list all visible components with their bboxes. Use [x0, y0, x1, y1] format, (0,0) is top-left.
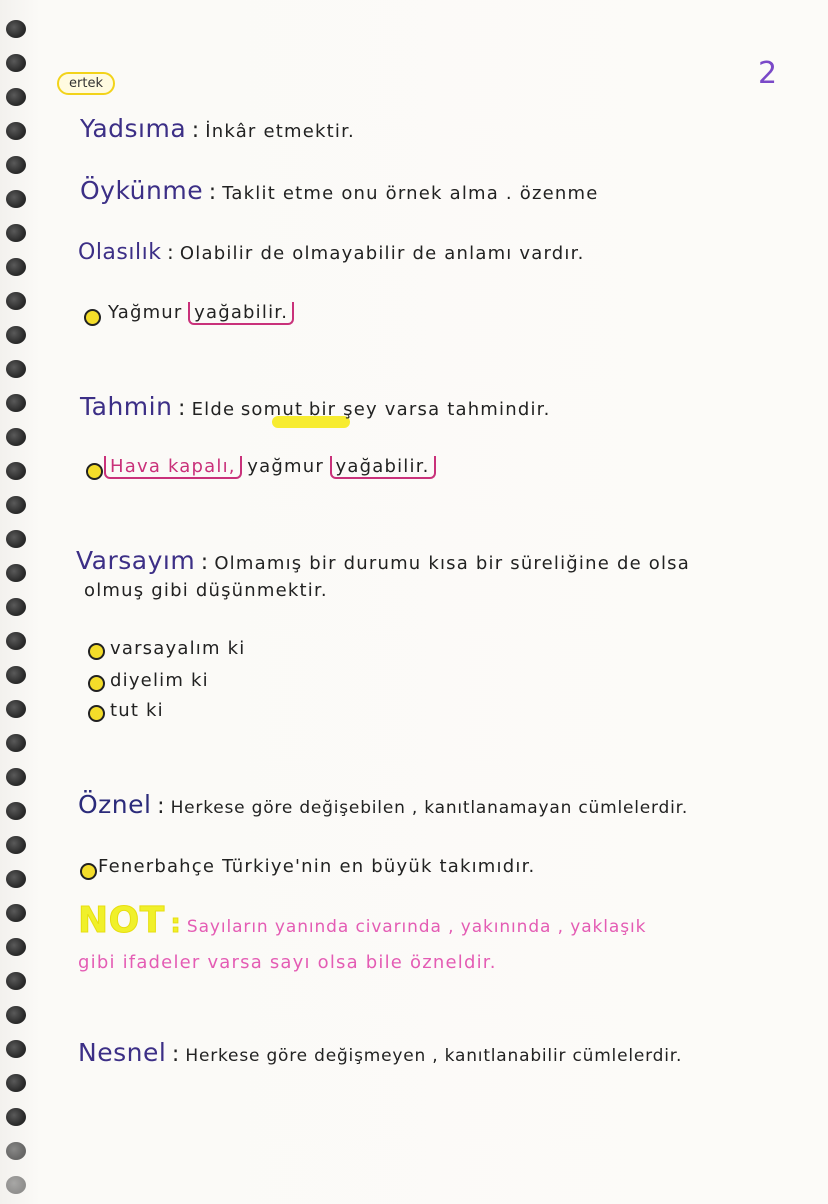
- binding-hole: [6, 598, 26, 616]
- example-tahmin: [104, 456, 436, 477]
- binding-hole: [6, 938, 26, 956]
- page-number: 2: [758, 56, 778, 91]
- binding-hole: [6, 360, 26, 378]
- binding-hole: [6, 1142, 26, 1160]
- bullet-dot: [88, 705, 105, 722]
- definition-line-1: Olmamış bir durumu kısa bir süreliğine de olsa: [214, 553, 690, 574]
- term-colon: :: [191, 118, 200, 143]
- example-text: yağmur: [247, 456, 324, 477]
- binding-hole: [6, 1040, 26, 1058]
- bullet-dot: [84, 309, 101, 326]
- binding-hole: [6, 1006, 26, 1024]
- definition-line-2: olmuş gibi düşünmektir.: [84, 580, 328, 601]
- entry-oznel: [78, 790, 688, 819]
- term: Nesnel: [78, 1038, 167, 1067]
- definition: Taklit etme onu örnek alma . özenme: [222, 183, 599, 204]
- entry-nesnel: [78, 1038, 682, 1067]
- binding-hole: [6, 496, 26, 514]
- binding-hole: [6, 156, 26, 174]
- list-item: diyelim ki: [110, 670, 209, 691]
- entry-tahmin: [80, 392, 551, 421]
- note-label: NOT: [78, 900, 165, 941]
- term-colon: :: [167, 240, 175, 264]
- binding-hole: [6, 1108, 26, 1126]
- definition: Herkese göre değişmeyen , kanıtlanabilir cümlelerdir.: [185, 1046, 683, 1066]
- binding-hole: [6, 292, 26, 310]
- spiral-binding: [6, 20, 30, 1200]
- term-colon: :: [200, 550, 209, 575]
- binding-hole: [6, 394, 26, 412]
- list-item: varsayalım ki: [110, 638, 246, 659]
- binding-hole: [6, 190, 26, 208]
- binding-hole: [6, 530, 26, 548]
- binding-hole: [6, 20, 26, 38]
- topic-tag: ertek: [57, 72, 115, 95]
- bullet-dot: [86, 463, 103, 480]
- term: Tahmin: [80, 392, 173, 421]
- binding-hole: [6, 564, 26, 582]
- definition: Herkese göre değişebilen , kanıtlanamayan cümlelerdir.: [170, 798, 689, 818]
- term: Öznel: [78, 790, 152, 819]
- binding-hole: [6, 1074, 26, 1092]
- bullet-dot: [80, 863, 97, 880]
- binding-hole: [6, 870, 26, 888]
- term-colon: :: [157, 794, 165, 819]
- binding-hole: [6, 700, 26, 718]
- note-line-2: gibi ifadeler varsa sayı olsa bile özneldir.: [78, 952, 497, 973]
- entry-varsayim: [76, 546, 690, 575]
- binding-hole: [6, 734, 26, 752]
- term: Olasılık: [78, 240, 162, 265]
- note-line-1: Sayıların yanında civarında , yakınında , yaklaşık: [186, 917, 647, 937]
- binding-hole: [6, 258, 26, 276]
- definition: Olabilir de olmayabilir de anlamı vardır.: [179, 243, 585, 264]
- binding-hole: [6, 122, 26, 140]
- bullet-dot: [88, 643, 105, 660]
- binding-hole: [6, 972, 26, 990]
- term-colon: :: [171, 1042, 180, 1067]
- term-colon: :: [208, 180, 217, 205]
- definition-start: Elde: [191, 399, 236, 420]
- bullet-dot: [88, 675, 105, 692]
- binding-hole: [6, 632, 26, 650]
- entry-olasilik: [78, 240, 585, 265]
- term: Yadsıma: [80, 114, 187, 143]
- binding-hole: [6, 224, 26, 242]
- definition: İnkâr etmektir.: [205, 121, 355, 142]
- example-text: Yağmur: [108, 302, 183, 323]
- binding-hole: [6, 666, 26, 684]
- marked-word: yağabilir.: [330, 456, 436, 479]
- note-block: [78, 900, 646, 941]
- definition-end: bir şey varsa tahmindir.: [308, 399, 551, 420]
- binding-hole: [6, 428, 26, 446]
- binding-hole: [6, 326, 26, 344]
- term: Öykünme: [80, 176, 204, 205]
- entry-oykunme: [80, 176, 599, 205]
- marked-word: yağabilir.: [188, 302, 294, 325]
- marked-phrase: Hava kapalı,: [104, 456, 242, 479]
- binding-hole: [6, 88, 26, 106]
- binding-hole: [6, 768, 26, 786]
- term: Varsayım: [76, 546, 196, 575]
- highlighted-word: somut: [240, 399, 304, 420]
- binding-hole: [6, 836, 26, 854]
- binding-hole: [6, 462, 26, 480]
- entry-yadsima: [80, 114, 355, 143]
- binding-hole: [6, 1176, 26, 1194]
- list-item: tut ki: [110, 700, 164, 721]
- term-colon: :: [178, 396, 186, 421]
- example-oznel: Fenerbahçe Türkiye'nin en büyük takımıdır.: [98, 856, 536, 877]
- binding-hole: [6, 904, 26, 922]
- binding-hole: [6, 54, 26, 72]
- note-colon: :: [170, 909, 182, 939]
- example-olasilik: [108, 302, 294, 323]
- binding-hole: [6, 802, 26, 820]
